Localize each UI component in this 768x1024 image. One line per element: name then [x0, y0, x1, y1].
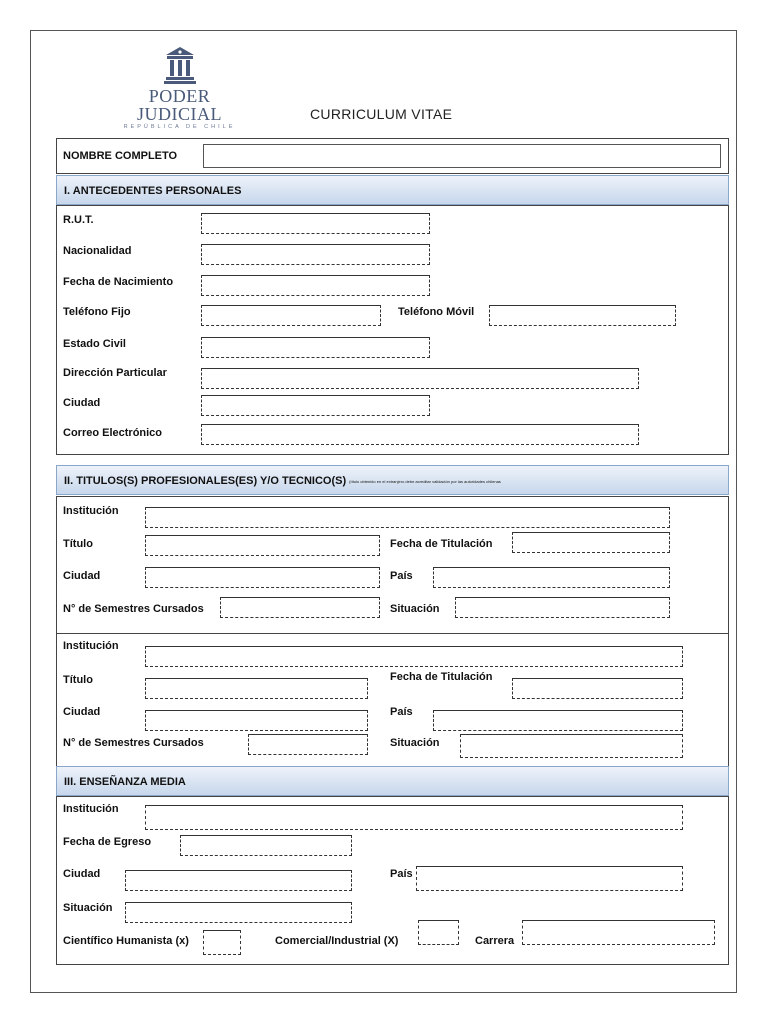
pais-label: País	[390, 570, 413, 582]
titulo-field[interactable]	[145, 535, 380, 556]
pais-label: País	[390, 706, 413, 718]
situacion-field[interactable]	[460, 734, 683, 758]
semestres-field[interactable]	[220, 597, 380, 618]
section1-box	[56, 205, 729, 455]
titulo-field[interactable]	[145, 678, 368, 699]
semestres-label: N° de Semestres Cursados	[63, 603, 204, 615]
section3-header: III. ENSEÑANZA MEDIA	[56, 766, 729, 796]
carrera-field[interactable]	[522, 920, 715, 945]
situacion-label: Situación	[63, 902, 113, 914]
direccion-field[interactable]	[201, 368, 639, 389]
logo-name: PODER JUDICIAL	[137, 86, 222, 124]
document-title: CURRICULUM VITAE	[310, 106, 453, 122]
fecha-titulacion-label: Fecha de Titulación	[390, 538, 493, 550]
nombre-field[interactable]	[203, 144, 721, 168]
fecha-egreso-label: Fecha de Egreso	[63, 836, 152, 848]
fecha-nacimiento-field[interactable]	[201, 275, 430, 296]
pais-field[interactable]	[433, 710, 683, 731]
telefono-fijo-field[interactable]	[201, 305, 381, 326]
divider	[56, 633, 729, 634]
cientifico-humanista-checkbox[interactable]	[203, 930, 241, 955]
telefono-fijo-label: Teléfono Fijo	[63, 306, 131, 318]
ciudad-field[interactable]	[125, 870, 352, 891]
nombre-label: NOMBRE COMPLETO	[63, 150, 178, 162]
rut-label: R.U.T.	[63, 214, 94, 226]
institucion-label: Institución	[63, 640, 119, 652]
estado-civil-field[interactable]	[201, 337, 430, 358]
ciudad-field[interactable]	[145, 567, 380, 588]
situacion-field[interactable]	[455, 597, 670, 618]
fecha-titulacion-field[interactable]	[512, 532, 670, 553]
pais-field[interactable]	[416, 866, 683, 891]
institucion-label: Institución	[63, 505, 119, 517]
nacionalidad-label: Nacionalidad	[63, 245, 132, 257]
section1-header: I. ANTECEDENTES PERSONALES	[56, 175, 729, 205]
titulo-label: Título	[63, 538, 93, 550]
correo-label: Correo Electrónico	[63, 427, 163, 439]
ciudad-label: Ciudad	[63, 570, 101, 582]
correo-field[interactable]	[201, 424, 639, 445]
carrera-label: Carrera	[475, 935, 515, 947]
fecha-titulacion-label: Fecha de Titulación	[390, 671, 493, 683]
courthouse-icon	[163, 45, 197, 85]
ciudad-label: Ciudad	[63, 706, 101, 718]
situacion-field[interactable]	[125, 902, 352, 923]
ciudad-field[interactable]	[201, 395, 430, 416]
pais-field[interactable]	[433, 567, 670, 588]
institucion-field[interactable]	[145, 507, 670, 528]
semestres-field[interactable]	[248, 734, 368, 755]
situacion-label: Situación	[390, 737, 440, 749]
nacionalidad-field[interactable]	[201, 244, 430, 265]
institucion-field[interactable]	[145, 646, 683, 667]
rut-field[interactable]	[201, 213, 430, 234]
telefono-movil-field[interactable]	[489, 305, 676, 326]
fecha-nacimiento-label: Fecha de Nacimiento	[63, 276, 174, 288]
institucion-label: Institución	[63, 803, 119, 815]
fecha-titulacion-field[interactable]	[512, 678, 683, 699]
cientifico-humanista-label: Científico Humanista (x)	[63, 935, 189, 947]
situacion-label: Situación	[390, 603, 440, 615]
section2-header: II. TITULOS(S) PROFESIONALES(ES) Y/O TECNICO(S) (título obtenido en el extranjero debe acreditar validación por las autoridades chilenas	[56, 465, 729, 495]
telefono-movil-label: Teléfono Móvil	[398, 306, 475, 318]
logo-subtitle: REPÚBLICA DE CHILE	[123, 124, 236, 130]
ciudad-label: Ciudad	[63, 868, 101, 880]
fecha-egreso-field[interactable]	[180, 835, 352, 856]
ciudad-field[interactable]	[145, 710, 368, 731]
pais-label: País	[390, 868, 413, 880]
institucion-field[interactable]	[145, 805, 683, 830]
poder-judicial-logo	[112, 45, 247, 130]
comercial-industrial-checkbox[interactable]	[418, 920, 459, 945]
titulo-label: Título	[63, 674, 93, 686]
section2-note: (título obtenido en el extranjero debe acreditar validación por las autoridades chilenas	[349, 478, 501, 484]
semestres-label: N° de Semestres Cursados	[63, 737, 204, 749]
comercial-industrial-label: Comercial/Industrial (X)	[275, 935, 399, 947]
ciudad-label: Ciudad	[63, 397, 101, 409]
estado-civil-label: Estado Civil	[63, 338, 126, 350]
direccion-label: Dirección Particular	[63, 367, 167, 379]
